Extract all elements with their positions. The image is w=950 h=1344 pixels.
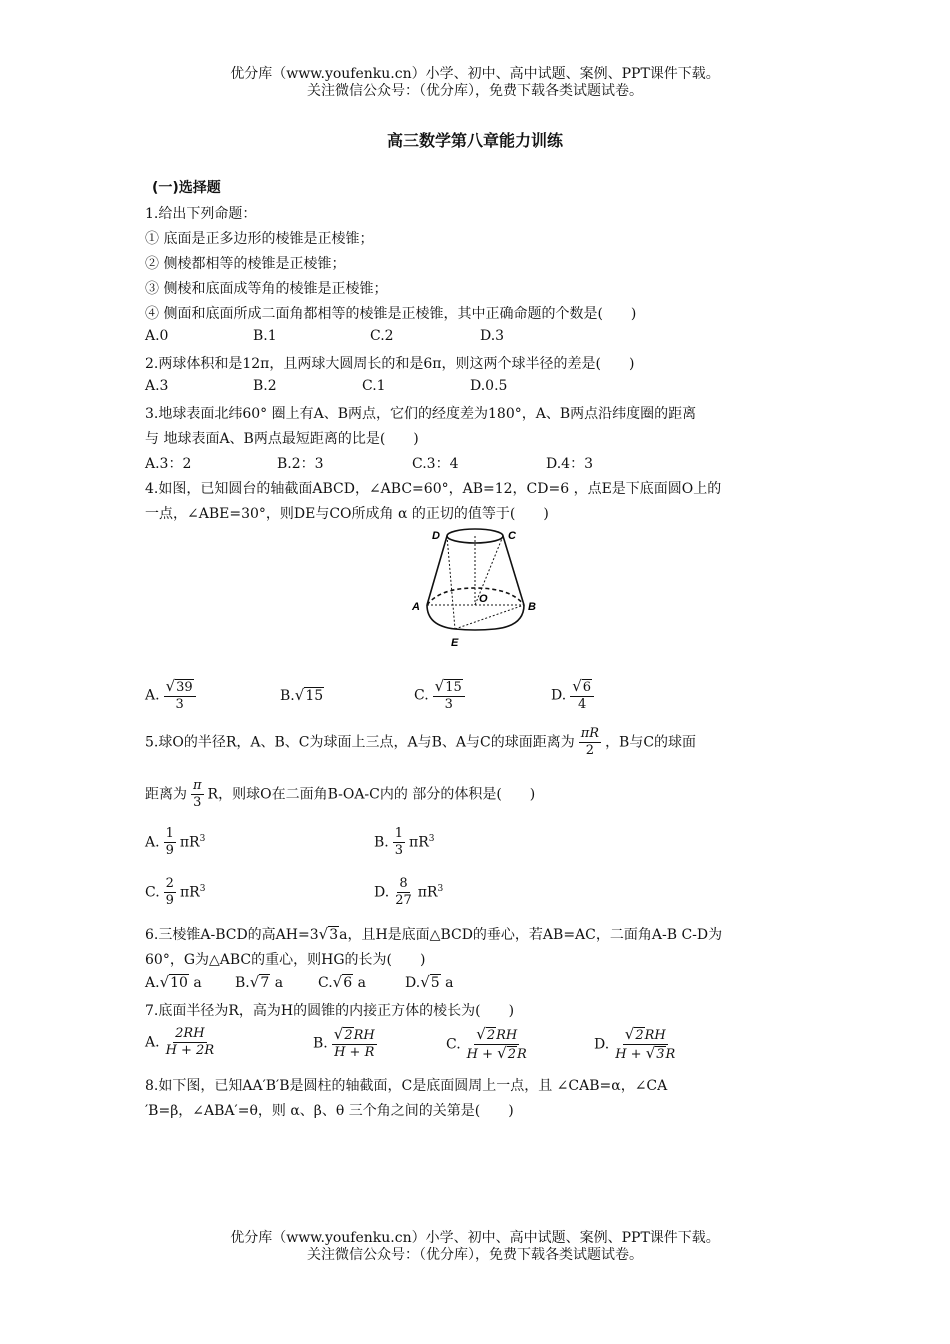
q3-stem-2: 与 地球表面A、B两点最短距离的比是( )	[145, 431, 419, 447]
q7-option-a: A. $\frac{2RH}{H + 2R}$	[145, 1026, 215, 1058]
q1-statement-3: ③ 侧棱和底面成等角的棱锥是正棱锥；	[145, 281, 388, 297]
q6-option-d: D.√5 a	[405, 973, 454, 991]
q5-stem-1: 5.球O的半径R，A、B、C为球面上三点，A与B、A与C的球面距离为 $\frac{\pi R}{2}$ ，B与C的球面	[145, 726, 697, 758]
q2-option-a: A.3	[145, 378, 169, 394]
q4-option-d: D. $\frac{√6}{4}$	[551, 678, 598, 713]
header-line-1: 优分库（www.youfenku.cn）小学、初中、高中试题、案例、PPT课件下载。	[230, 66, 720, 82]
q1-option-c: C.2	[370, 328, 394, 344]
q7-option-c: C. $\frac{√2RH}{H + √2R}$	[446, 1025, 527, 1062]
q7-option-b: B. $\frac{√2RH}{H + R}$	[313, 1025, 375, 1060]
q1-option-b: B.1	[253, 328, 277, 344]
q2-option-d: D.0.5	[470, 378, 508, 394]
q5-stem-2: 距离为 $\frac{\pi}{3}$ R，则球O在二面角B-OA-C内的 部分的体积是( )	[145, 778, 536, 810]
q4-option-c: C. $\frac{√15}{3}$	[414, 678, 469, 713]
q2-option-c: C.1	[362, 378, 386, 394]
q3-option-d: D.4：3	[546, 456, 593, 472]
q4-stem-2: 一点，∠ABE=30°，则DE与CO所成角 α 的正切的值等于( )	[145, 506, 549, 522]
q6-stem-2: 60°，G为△ABC的重心，则HG的长为( )	[145, 952, 426, 968]
section-heading: (一)选择题	[152, 180, 221, 196]
q1-statement-2: ② 侧棱都相等的棱锥是正棱锥；	[145, 256, 346, 272]
q3-option-b: B.2：3	[277, 456, 324, 472]
q1-stem: 1.给出下列命题：	[145, 206, 257, 222]
q5-option-c: C. $\frac{2}{9}$ $\pi R^3$	[145, 876, 206, 908]
header-line-2: 关注微信公众号：（优分库），免费下载各类试题试卷。	[307, 83, 643, 99]
q1-statement-1: ① 底面是正多边形的棱锥是正棱锥；	[145, 231, 374, 247]
page-title: 高三数学第八章能力训练	[386, 131, 563, 150]
q1-option-d: D.3	[480, 328, 505, 344]
q4-option-b: B.√15	[280, 686, 324, 704]
q3-stem-1: 3.地球表面北纬60° 圈上有A、B两点，它们的经度差为180°，A、B两点沿纬度圈的距离	[145, 406, 697, 422]
frustum-figure	[405, 522, 545, 652]
page-header	[0, 66, 950, 100]
q4-option-a: A. $\frac{√39}{3}$	[145, 678, 200, 713]
footer-line-2: 关注微信公众号：（优分库），免费下载各类试题试卷。	[307, 1247, 643, 1263]
footer-line-1: 优分库（www.youfenku.cn）小学、初中、高中试题、案例、PPT课件下载。	[230, 1230, 720, 1246]
page-footer	[0, 1230, 950, 1264]
q2-option-b: B.2	[253, 378, 277, 394]
label-o: O	[479, 593, 488, 605]
q6-stem-1: 6.三棱锥A-BCD的高AH=3√3a，且H是底面△BCD的垂心，若AB=AC，二面角A-B C-D为	[145, 925, 723, 943]
q5-option-a: A. $\frac{1}{9}$ $\pi R^3$	[145, 826, 206, 858]
q1-option-a: A.0	[145, 328, 169, 344]
q5-option-b: B. $\frac{1}{3}$ $\pi R^3$	[374, 826, 435, 858]
q7-stem: 7.底面半径为R，高为H的圆锥的内接正方体的棱长为( )	[145, 1003, 515, 1019]
q3-option-c: C.3：4	[412, 456, 459, 472]
label-e: E	[451, 637, 459, 649]
q5-option-d: D. $\frac{8}{27}$ $\pi R^3$	[374, 876, 444, 908]
label-c: C	[508, 530, 516, 542]
q6-option-c: C.√6 a	[318, 973, 366, 991]
q7-option-d: D. $\frac{√2RH}{H + √3R}$	[594, 1025, 676, 1062]
label-b: B	[528, 601, 536, 613]
q1-statement-4: ④ 侧面和底面所成二面角都相等的棱锥是正棱锥，其中正确命题的个数是( )	[145, 306, 637, 322]
q3-option-a: A.3：2	[145, 456, 192, 472]
label-d: D	[432, 530, 440, 542]
label-a: A	[412, 601, 420, 613]
q6-option-a: A.√10 a	[145, 973, 202, 991]
q6-option-b: B.√7 a	[235, 973, 284, 991]
q2-stem: 2.两球体积和是12π，且两球大圆周长的和是6π，则这两个球半径的差是( )	[145, 356, 635, 372]
q8-stem-2: ′B=β，∠ABA′=θ，则 α、β、θ 三个角之间的关第是( )	[145, 1103, 514, 1119]
q4-stem-1: 4.如图，已知圆台的轴截面ABCD，∠ABC=60°，AB=12，CD=6 ，点E是下底面圆O上的	[145, 481, 722, 497]
q8-stem-1: 8.如下图，已知AA′B′B是圆柱的轴截面，C是底面圆周上一点，且 ∠CAB=α，∠CA	[145, 1078, 668, 1094]
